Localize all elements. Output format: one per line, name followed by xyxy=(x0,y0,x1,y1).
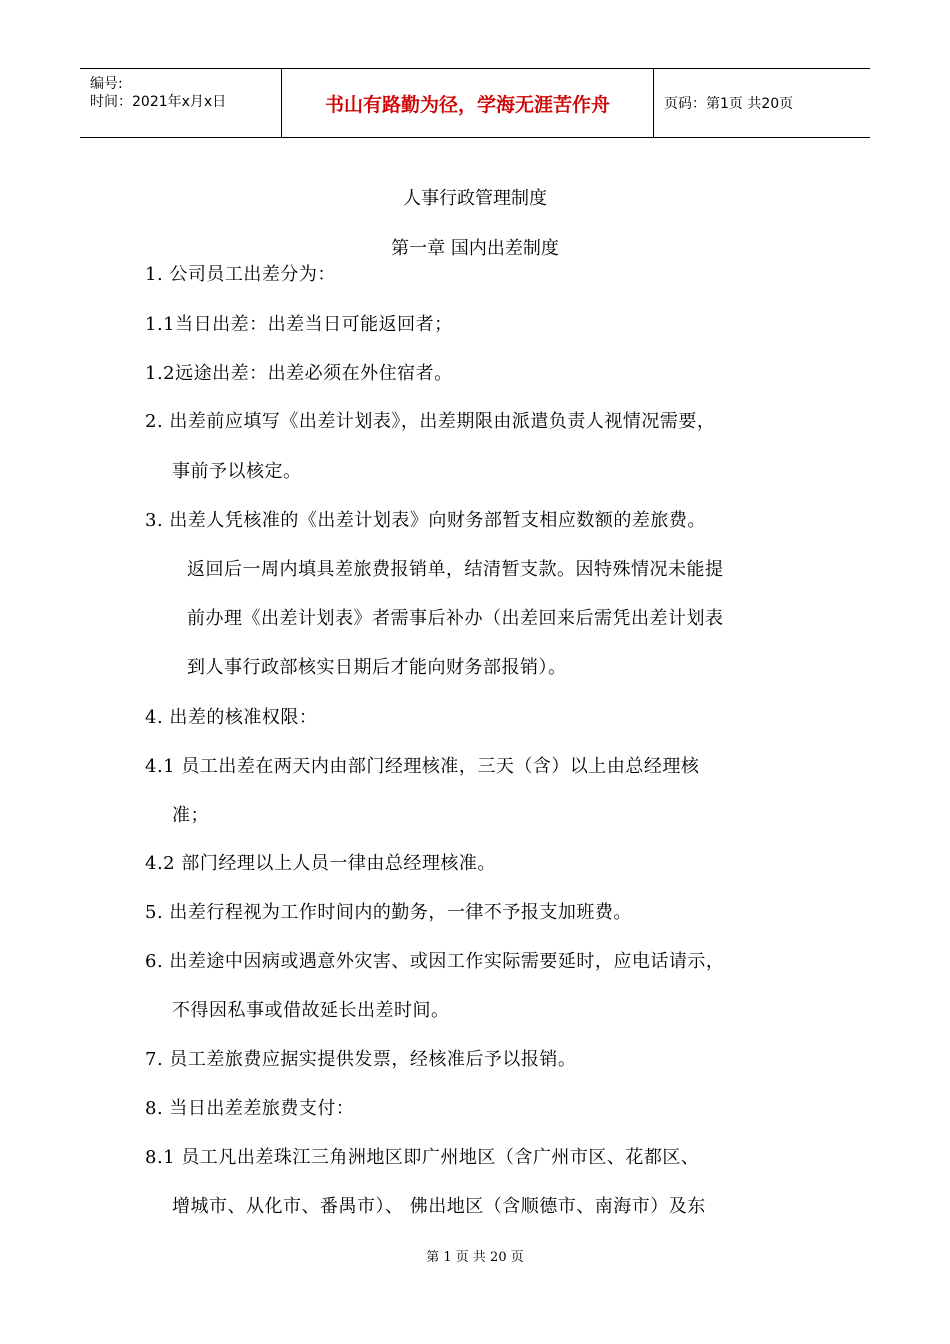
header-right-cell xyxy=(654,69,870,137)
body-line: 不得因私事或借故延长出差时间。 xyxy=(172,1000,450,1021)
body-line: 6. 出差途中因病或遇意外灾害、或因工作实际需要延时，应电话请示， xyxy=(145,951,725,972)
body-line: 7. 员工差旅费应据实提供发票，经核准后予以报销。 xyxy=(145,1049,577,1070)
body-line: 1. 公司员工出差分为： xyxy=(145,264,336,285)
body-line: 1.1当日出差：出差当日可能返回者； xyxy=(145,314,453,335)
motto: 书山有路勤为径，学海无涯苦作舟 xyxy=(282,69,654,137)
body-line: 准； xyxy=(172,805,209,826)
body-line: 5. 出差行程视为工作时间内的勤务，一律不予报支加班费。 xyxy=(145,902,632,923)
body-line: 8. 当日出差差旅费支付： xyxy=(145,1098,355,1119)
header-table xyxy=(80,68,870,138)
body-line: 前办理《出差计划表》者需事后补办（出差回来后需凭出差计划表 xyxy=(187,608,724,629)
body-line: 4.1 员工出差在两天内由部门经理核准，三天（含）以上由总经理核 xyxy=(145,756,700,777)
doc-title: 人事行政管理制度 xyxy=(403,188,547,209)
chapter-title: 第一章 国内出差制度 xyxy=(391,238,559,259)
body-line: 4.2 部门经理以上人员一律由总经理核准。 xyxy=(145,853,496,874)
body-line: 3. 出差人凭核准的《出差计划表》向财务部暂支相应数额的差旅费。 xyxy=(145,510,706,531)
body-line: 2. 出差前应填写《出差计划表》，出差期限由派遣负责人视情况需要， xyxy=(145,411,716,432)
header-left-cell xyxy=(80,69,282,137)
time-label: 时间：2021年x月x日 xyxy=(90,94,227,110)
body-line: 事前予以核定。 xyxy=(172,461,302,482)
body-line: 8.1 员工凡出差珠江三角洲地区即广州地区（含广州市区、花都区、 xyxy=(145,1147,700,1168)
body-line: 1.2远途出差：出差必须在外住宿者。 xyxy=(145,363,453,384)
page-footer: 第 1 页 共 20 页 xyxy=(426,1250,524,1265)
body-line: 到人事行政部核实日期后才能向财务部报销）。 xyxy=(187,657,567,678)
page-info: 页码：第1页 共20页 xyxy=(664,96,794,112)
body-line: 4. 出差的核准权限： xyxy=(145,707,318,728)
number-label: 编号: xyxy=(90,76,123,92)
body-line: 增城市、从化市、番禺市）、 佛出地区（含顺德市、南海市）及东 xyxy=(172,1196,706,1217)
body-line: 返回后一周内填具差旅费报销单，结清暂支款。因特殊情况未能提 xyxy=(187,559,724,580)
